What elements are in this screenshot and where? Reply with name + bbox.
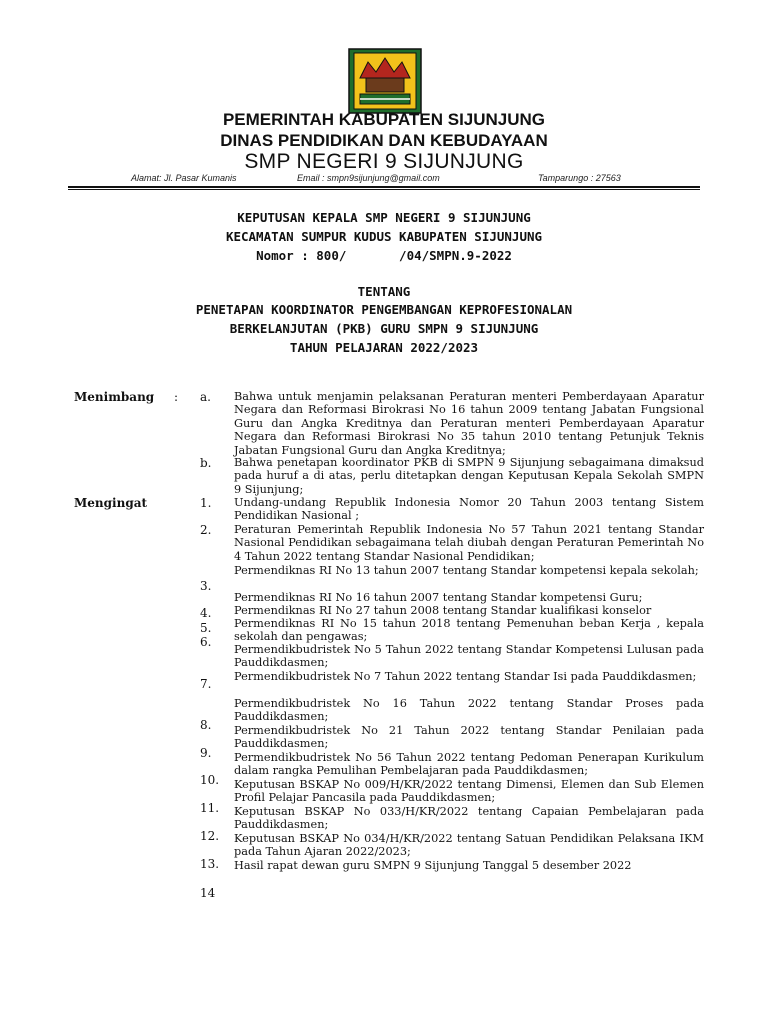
government-heading: PEMERINTAH KABUPATEN SIJUNJUNG (222, 110, 546, 129)
mengingat-marker-4: 4. (200, 606, 212, 620)
mengingat-marker-6: 6. (200, 635, 212, 649)
mengingat-item-2: Peraturan Pemerintah Republik Indonesia No 57 Tahun 2021 tentang Standar Nasional Pendidikan sebagaimana telah diubah dengan Peraturan Pemerintah No 4 Tahun 2022 tentang Standar Nasional Pendidikan; (234, 523, 704, 563)
menimbang-marker-a: a. (200, 390, 211, 404)
mengingat-item-8: Permendikbudristek No 7 Tahun 2022 tentang Standar Isi pada Pauddikdasmen; (234, 670, 697, 683)
mengingat-item-14: Keputusan BSKAP No 034/H/KR/2022 tentang Satuan Pendidikan Pelaksana IKM pada Tahun Ajaran 2022/2023; (234, 832, 704, 859)
decree-tentang: TENTANG (357, 284, 411, 299)
menimbang-item-b: Bahwa penetapan koordinator PKB di SMPN 9 Sijunjung sebagaimana dimaksud pada huruf a di atas, perlu ditetapkan dengan Keputusan Kepala Sekolah SMPN 9 Sijunjung; (234, 456, 704, 496)
decree-number: Nomor : 800/ /04/SMPN.9-2022 (256, 248, 512, 263)
mengingat-label: Mengingat (74, 496, 148, 510)
menimbang-colon: : (174, 390, 179, 404)
menimbang-marker-b: b. (200, 456, 212, 470)
mengingat-item-5: Permendiknas RI No 27 tahun 2008 tentang Standar kualifikasi konselor (234, 604, 652, 617)
mengingat-marker-10: 10. (200, 773, 220, 787)
mengingat-item-4: Permendiknas RI No 16 tahun 2007 tentang Standar kompetensi Guru; (234, 591, 643, 604)
mengingat-item-12: Keputusan BSKAP No 009/H/KR/2022 tentang Dimensi, Elemen dan Sub Elemen Profil Pelajar Pancasila pada Pauddikdasmen; (234, 778, 704, 805)
mengingat-item-10: Permendikbudristek No 21 Tahun 2022 tentang Standar Penilaian pada Pauddikdasmen; (234, 724, 704, 751)
mengingat-marker-12: 12. (200, 829, 220, 843)
school-postal: Tamparungo : 27563 (538, 173, 621, 183)
school-address: Alamat: Jl. Pasar Kumanis (131, 173, 237, 183)
decree-subject-line-3: TAHUN PELAJARAN 2022/2023 (289, 340, 479, 355)
decree-district: KECAMATAN SUMPUR KUDUS KABUPATEN SIJUNJUNG (225, 229, 543, 244)
mengingat-marker-14: 14 (200, 886, 216, 900)
mengingat-marker-3: 3. (200, 579, 212, 593)
letterhead-rule-thin (68, 189, 700, 190)
mengingat-item-6: Permendiknas RI No 15 tahun 2018 tentang Pemenuhan beban Kerja , kepala sekolah dan pengawas; (234, 617, 704, 644)
mengingat-marker-8: 8. (200, 718, 212, 732)
mengingat-item-11: Permendikbudristek No 56 Tahun 2022 tentang Pedoman Penerapan Kurikulum dalam rangka Pemulihan Pembelajaran pada Pauddikdasmen; (234, 751, 704, 778)
seal-house-body (366, 78, 404, 92)
mengingat-marker-13: 13. (200, 857, 220, 871)
mengingat-item-3: Permendiknas RI No 13 tahun 2007 tentang Standar kompetensi kepala sekolah; (234, 564, 699, 577)
mengingat-marker-9: 9. (200, 746, 212, 760)
mengingat-item-9: Permendikbudristek No 16 Tahun 2022 tentang Standar Proses pada Pauddikdasmen; (234, 697, 704, 724)
regency-seal-logo (348, 48, 422, 114)
menimbang-label: Menimbang (74, 390, 155, 404)
menimbang-item-a: Bahwa untuk menjamin pelaksanan Peraturan menteri Pemberdayaan Aparatur Negara dan Reformasi Birokrasi No 16 tahun 2009 tentang Jabatan Fungsional Guru dan Angka Kreditnya dan Peraturan menteri Pemberdayaan Aparatur Negara dan Reformasi Birokrasi No 35 tahun 2010 tentang Petunjuk Teknis Jabatan Fungsional Guru dan Angka Kreditnya; (234, 390, 704, 457)
mengingat-marker-2: 2. (200, 523, 212, 537)
mengingat-marker-7: 7. (200, 677, 212, 691)
mengingat-item-13: Keputusan BSKAP No 033/H/KR/2022 tentang Capaian Pembelajaran pada Pauddikdasmen; (234, 805, 704, 832)
school-email: Email : smpn9sijunjung@gmail.com (297, 173, 440, 183)
mengingat-item-7: Permendikbudristek No 5 Tahun 2022 tentang Standar Kompetensi Lulusan pada Pauddikdasmen; (234, 643, 704, 670)
decree-title: KEPUTUSAN KEPALA SMP NEGERI 9 SIJUNJUNG (237, 210, 531, 225)
mengingat-item-1: Undang-undang Republik Indonesia Nomor 20 Tahun 2003 tentang Sistem Pendidikan Nasional ; (234, 496, 704, 523)
department-heading: DINAS PENDIDIKAN DAN KEBUDAYAAN (220, 131, 548, 150)
school-name: SMP NEGERI 9 SIJUNJUNG (244, 150, 524, 173)
decree-subject-line-2: BERKELANJUTAN (PKB) GURU SMPN 9 SIJUNJUNG (229, 321, 539, 336)
mengingat-item-15: Hasil rapat dewan guru SMPN 9 Sijunjung Tanggal 5 desember 2022 (234, 859, 632, 872)
mengingat-marker-1: 1. (200, 496, 212, 510)
decree-subject-line-1: PENETAPAN KOORDINATOR PENGEMBANGAN KEPROFESIONALAN (195, 302, 573, 317)
letterhead-rule (68, 186, 700, 188)
mengingat-marker-5: 5. (200, 621, 212, 635)
mengingat-marker-11: 11. (200, 801, 220, 815)
